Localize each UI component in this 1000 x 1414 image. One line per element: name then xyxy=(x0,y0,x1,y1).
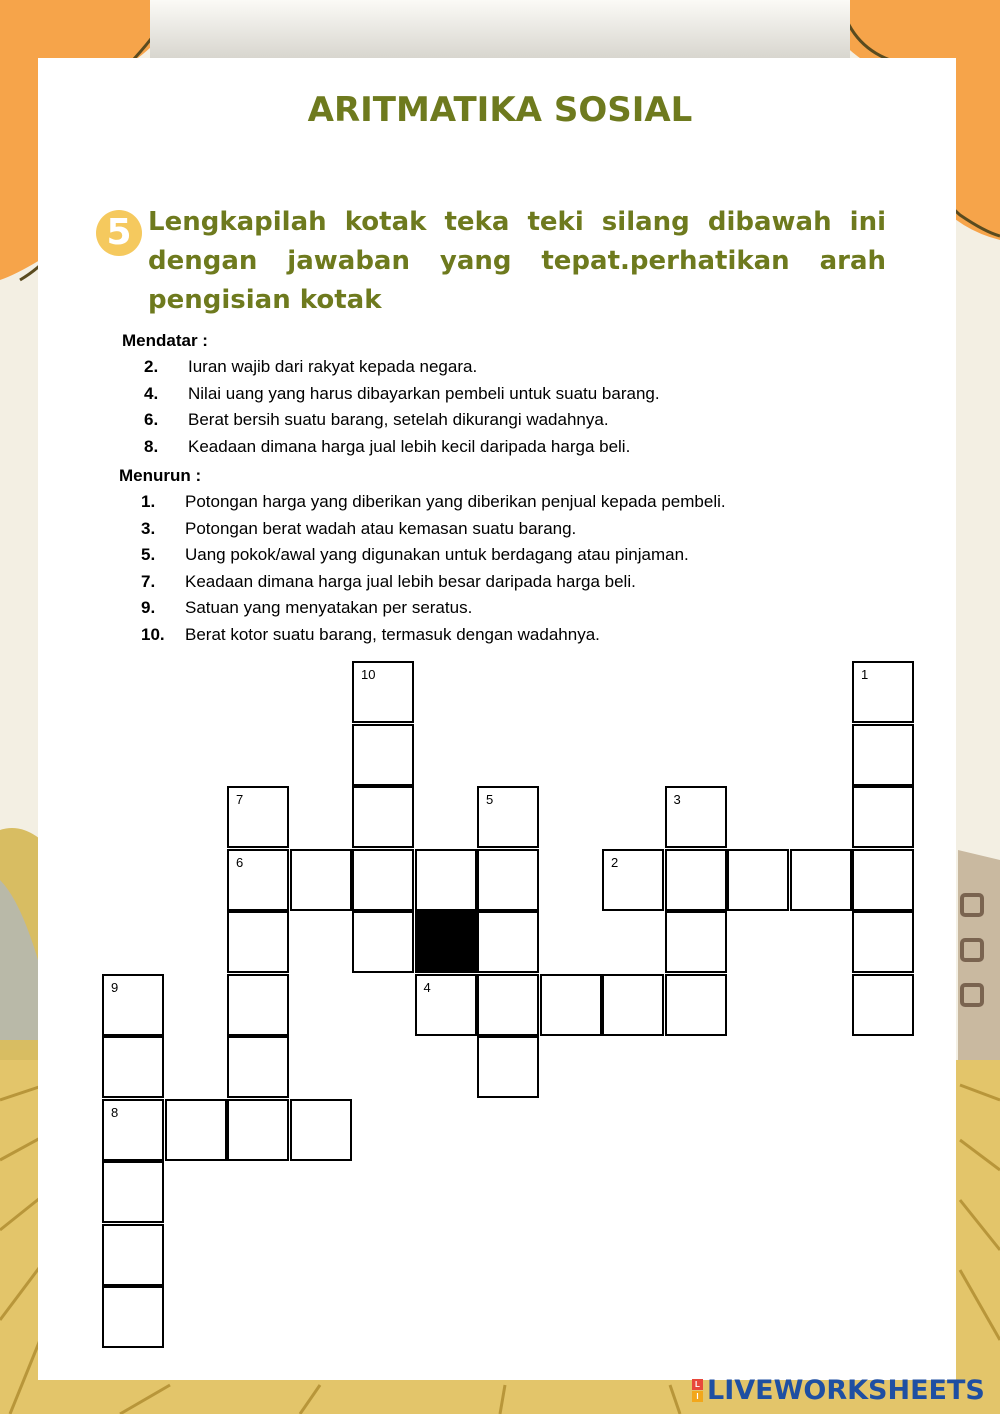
clue-number: 5. xyxy=(141,545,156,565)
crossword-cell[interactable] xyxy=(165,1099,227,1161)
clue-text: Keadaan dimana harga jual lebih besar daripada harga beli. xyxy=(185,571,636,591)
crossword-cell[interactable] xyxy=(852,974,914,1036)
menurun-heading: Menurun : xyxy=(119,466,202,485)
clue-text: Berat kotor suatu barang, termasuk dengan wadahnya. xyxy=(185,625,600,644)
page-title: ARITMATIKA SOSIAL xyxy=(307,90,693,130)
crossword-cell[interactable] xyxy=(227,1036,289,1098)
crossword-cell[interactable] xyxy=(477,1036,539,1098)
crossword-cell[interactable] xyxy=(102,1036,164,1098)
crossword-cell[interactable] xyxy=(602,974,664,1036)
crossword-cell[interactable] xyxy=(665,849,727,911)
crossword-cell-number: 6 xyxy=(236,854,244,870)
crossword-cell[interactable] xyxy=(477,786,539,848)
crossword-cell-number: 1 xyxy=(861,667,869,682)
question-number-badge: 5 xyxy=(96,210,142,256)
clue-number: 2. xyxy=(144,357,159,376)
crossword-cell[interactable] xyxy=(415,974,477,1036)
clue-number: 10. xyxy=(141,625,165,644)
crossword-cell-number: 3 xyxy=(673,792,681,807)
crossword-cell[interactable] xyxy=(352,724,414,786)
crossword-cell[interactable] xyxy=(852,911,914,973)
crossword-cell[interactable] xyxy=(227,1099,289,1161)
crossword-cell[interactable] xyxy=(790,849,852,911)
crossword-cell[interactable] xyxy=(352,849,414,911)
crossword-cell[interactable] xyxy=(227,786,289,848)
crossword-cell[interactable] xyxy=(352,911,414,973)
liveworksheets-logo-text: LIVEWORKSHEETS xyxy=(707,1374,985,1406)
instruction-text: Lengkapilah kotak teka teki silang dibawah ini dengan jawaban yang tepat.perhatikan arah pengisian kotak xyxy=(148,207,886,315)
clue-text: Iuran wajib dari rakyat kepada negara. xyxy=(188,357,478,376)
liveworksheets-logo xyxy=(692,1372,985,1408)
crossword-cell-number: 8 xyxy=(111,1104,119,1120)
crossword-cell-number: 2 xyxy=(611,854,619,870)
paper-roll-top xyxy=(150,0,850,58)
crossword-cell-number: 10 xyxy=(361,667,376,682)
clue-number: 1. xyxy=(141,492,156,511)
crossword-cell[interactable] xyxy=(290,849,352,911)
crossword-cell[interactable] xyxy=(227,911,289,973)
crossword-cell[interactable] xyxy=(665,911,727,973)
crossword-cell[interactable] xyxy=(727,849,789,911)
crossword-cell[interactable] xyxy=(852,724,914,786)
crossword-cell[interactable] xyxy=(602,849,664,911)
crossword-cell-number: 4 xyxy=(423,979,431,995)
clue-text: Nilai uang yang harus dibayarkan pembeli untuk suatu barang. xyxy=(188,383,660,403)
crossword-cell-number: 5 xyxy=(486,792,494,807)
crossword-cell[interactable] xyxy=(665,786,727,848)
crossword-cell[interactable] xyxy=(477,974,539,1036)
crossword-cell[interactable] xyxy=(415,849,477,911)
liveworksheets-logo-mark xyxy=(692,1379,703,1402)
crossword-cell-number: 7 xyxy=(236,792,244,807)
clue-text: Keadaan dimana harga jual lebih kecil daripada harga beli. xyxy=(188,436,631,456)
clue-text: Potongan berat wadah atau kemasan suatu barang. xyxy=(185,518,577,538)
clue-number: 6. xyxy=(144,410,159,430)
clue-text: Potongan harga yang diberikan yang diberikan penjual kepada pembeli. xyxy=(185,492,726,511)
clue-text: Uang pokok/awal yang digunakan untuk berdagang atau pinjaman. xyxy=(185,545,689,565)
logo-mark-letter: L xyxy=(692,1379,703,1390)
clue-number: 3. xyxy=(141,518,156,538)
crossword-cell[interactable] xyxy=(102,974,164,1036)
logo-mark-letter: I xyxy=(692,1391,703,1402)
crossword-cell[interactable] xyxy=(102,1286,164,1348)
crossword-cell[interactable] xyxy=(352,786,414,848)
crossword-cell[interactable] xyxy=(352,661,414,723)
clue-number: 7. xyxy=(141,571,156,591)
clue-text: Satuan yang menyatakan per seratus. xyxy=(185,598,473,618)
crossword-cell[interactable] xyxy=(540,974,602,1036)
crossword-cell[interactable] xyxy=(227,849,289,911)
crossword-cell[interactable] xyxy=(665,974,727,1036)
clue-number: 9. xyxy=(141,598,156,618)
crossword-cell[interactable] xyxy=(477,849,539,911)
crossword-cell[interactable] xyxy=(852,786,914,848)
crossword-cell[interactable] xyxy=(227,974,289,1036)
mendatar-heading: Mendatar : xyxy=(122,331,208,350)
crossword-cell[interactable] xyxy=(102,1224,164,1286)
clue-number: 4. xyxy=(144,383,159,403)
crossword-cell[interactable] xyxy=(477,911,539,973)
crossword-blocked-cell xyxy=(415,911,477,973)
crossword-cell[interactable] xyxy=(852,661,914,723)
crossword-cell[interactable] xyxy=(102,1161,164,1223)
crossword-cell[interactable] xyxy=(290,1099,352,1161)
clue-number: 8. xyxy=(144,436,159,456)
crossword-cell[interactable] xyxy=(852,849,914,911)
crossword-cell-number: 9 xyxy=(111,979,119,995)
right-calculator-shape xyxy=(958,850,1000,1060)
clue-text: Berat bersih suatu barang, setelah dikurangi wadahnya. xyxy=(188,410,609,430)
crossword-cell[interactable] xyxy=(102,1099,164,1161)
